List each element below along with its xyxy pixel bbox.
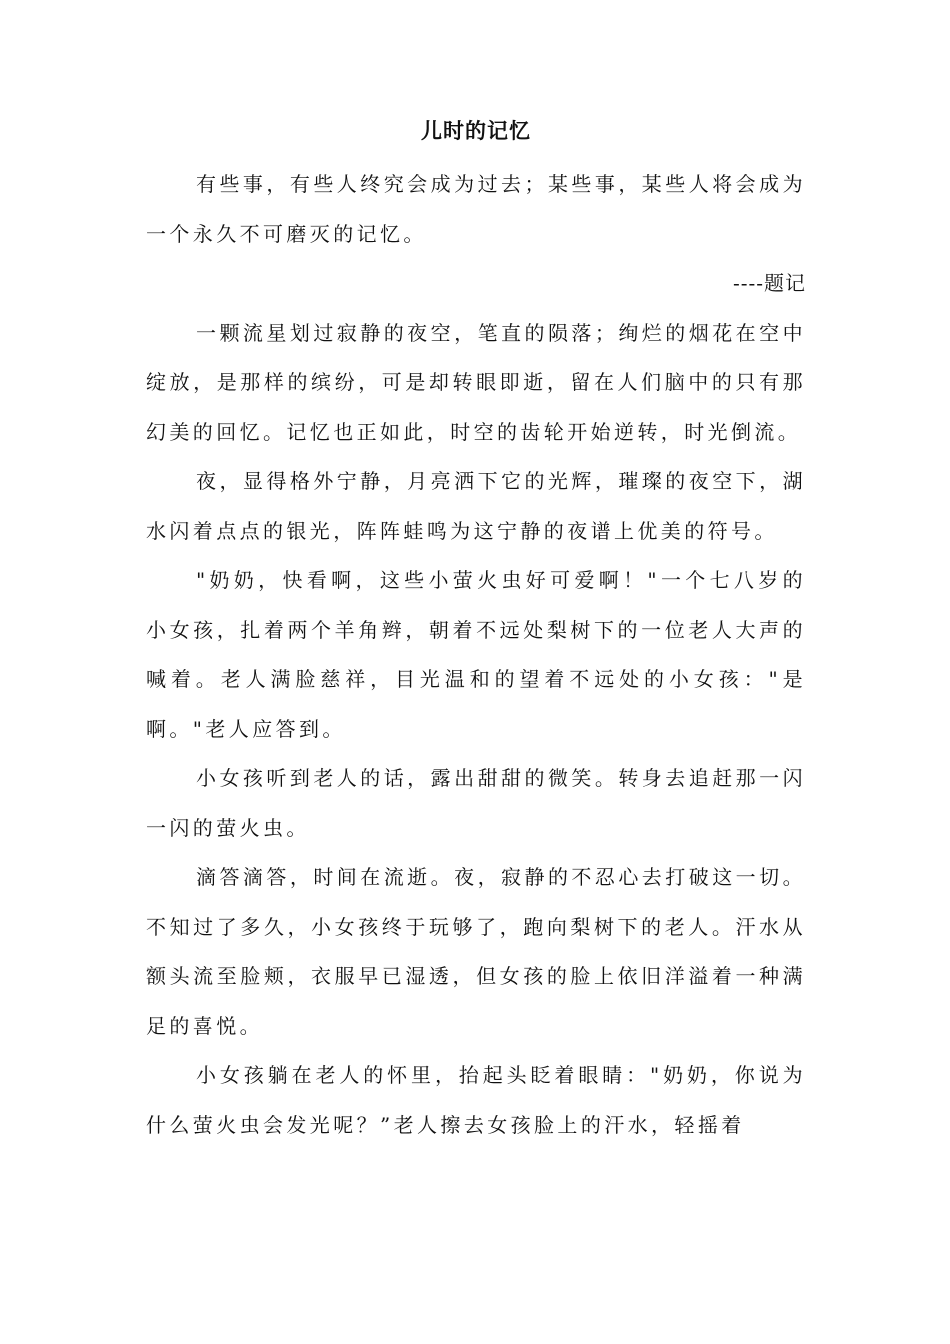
paragraph-2: 夜，显得格外宁静，月亮洒下它的光辉，璀璨的夜空下，湖水闪着点点的银光，阵阵蛙鸣为这宁静的夜谱上优美的符号。 — [146, 469, 806, 543]
paragraph-1: 一颗流星划过寂静的夜空，笔直的陨落；绚烂的烟花在空中绽放，是那样的缤纷，可是却转眼即逝，留在人们脑中的只有那幻美的回忆。记忆也正如此，时空的齿轮开始逆转，时光倒流。 — [146, 320, 806, 444]
document-page — [146, 112, 806, 1150]
paragraph-5: 滴答滴答，时间在流逝。夜，寂静的不忍心去打破这一切。不知过了多久，小女孩终于玩够了，跑向梨树下的老人。汗水从额头流至脸颊，衣服早已湿透，但女孩的脸上依旧洋溢着一种满足的喜悦。 — [146, 865, 806, 1038]
document-title: 儿时的记忆 — [421, 118, 531, 143]
paragraph-4: 小女孩听到老人的话，露出甜甜的微笑。转身去追赶那一闪一闪的萤火虫。 — [146, 766, 806, 840]
epigraph: 有些事，有些人终究会成为过去；某些事，某些人将会成为一个永久不可磨灭的记忆。 — [146, 172, 806, 246]
paragraph-3: "奶奶，快看啊，这些小萤火虫好可爱啊！"一个七八岁的小女孩，扎着两个羊角辫，朝着不远处梨树下的一位老人大声的喊着。老人满脸慈祥，目光温和的望着不远处的小女孩："是啊。"老人应答到。 — [146, 568, 806, 741]
epigraph-sign: ----题记 — [732, 271, 806, 295]
paragraph-6: 小女孩躺在老人的怀里，抬起头眨着眼睛："奶奶，你说为什么萤火虫会发光呢？”老人擦去女孩脸上的汗水，轻摇着 — [146, 1063, 806, 1137]
